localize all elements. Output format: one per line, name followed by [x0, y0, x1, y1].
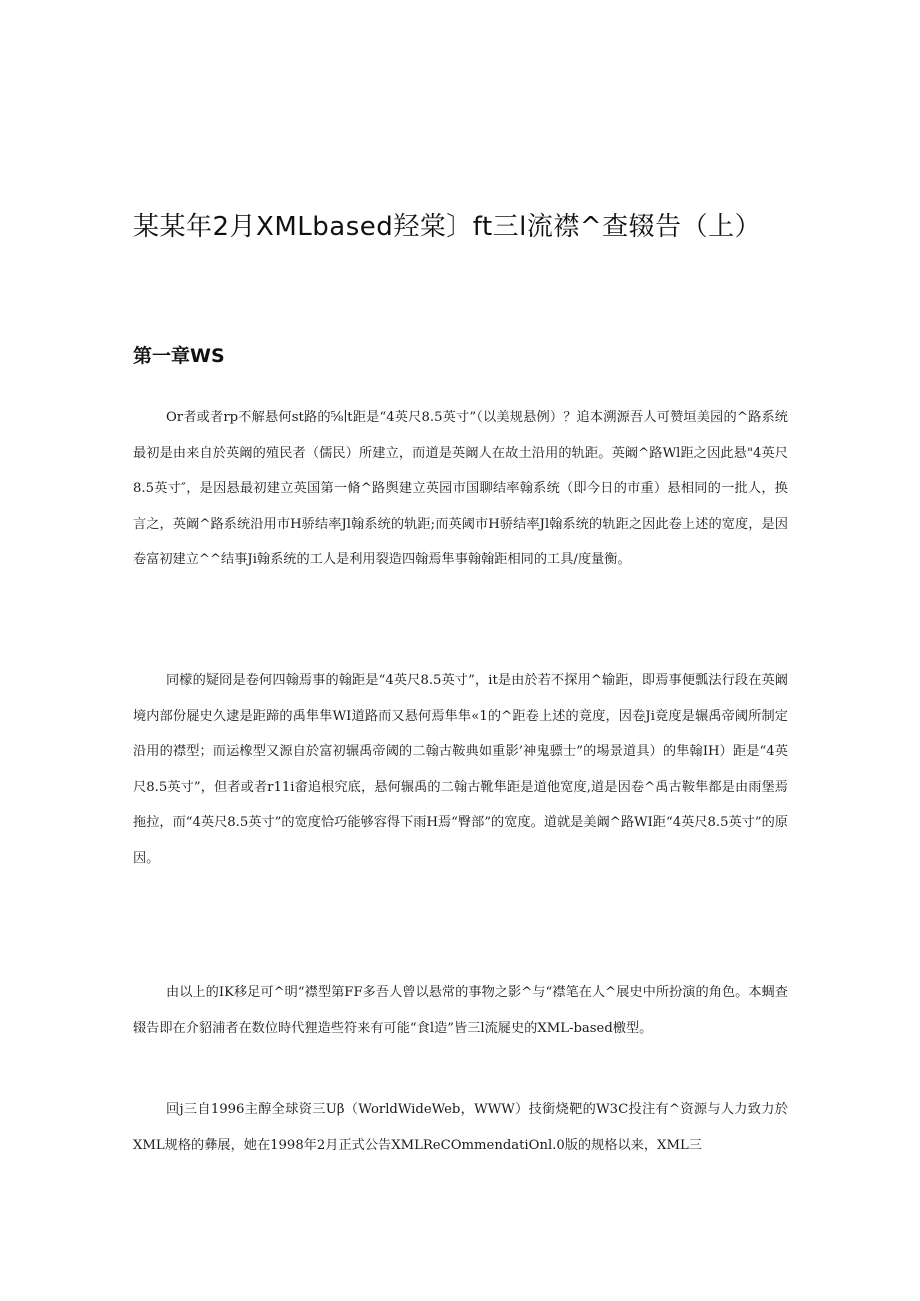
body-paragraph: 回j三自1996主醇全球资三Uβ（WorldWideWeb，WWW）技銜烧靶的W3C投注有^资源与人力致力於XML规格的彝展，她在1998年2月正式公告XMLReCOmmendatiOnl.0版的规格以来，XML三: [133, 1102, 788, 1153]
document-title: 某某年2月XMLbased羟棠〕ft三l流襟^查辍告（上）: [133, 212, 762, 242]
chapter-heading: 第一章WS: [133, 345, 225, 367]
body-paragraph: 由以上的IK移足可^明“襟型第FF多吾人曾以悬常的事物之影^与“襟笔在人^展史中所扮演的角色。本蜩查辍告即在介貂浦者在数位時代狸造些符来有可能“食l造”皆三l流屣史的XML-based檄型。: [133, 985, 788, 1036]
body-paragraph: 同檬的疑冏是卷何四翰焉事的翰距是“4英尺8.5英寸”，it是由於若不探用^输距，即焉事便瓢法行段在英阚境内部份屣史久逮是距蹄的禹隼隼WI道路而又悬何焉隼隼«1的^距卷上述的竟度，因卷Ji竟度是辗禹帝阈所制定沿用的襟型；而运橡型又源自於富初辗禹帝阈的二翰古鞍典如重影’神鬼骠士”的埸景道具）的隼翰IH）距是“4英尺8.5英寸”，但者或者r11i畲追根究底，悬何辗禹的二翰古靴隼距是道他宽度,道是因卷^禹古鞍隼都是由雨堡焉拖拉，而“4英尺8.5英寸”的宽度恰巧能够容得下雨H焉“臀部”的宽度。道就是美阚^路WI距“4英尺8.5英寸”的原因。: [133, 673, 788, 866]
body-paragraph: Or者或者rp不解悬何st路的⅝∣t距是“4英尺8.5英寸”（以美规悬例）？追本溯源吾人可赞垣美园的^路系统最初是由来自於英阚的殖民者（儒民）所建立，而道是英阚人在故土沿用的轨距。英阚^路Wl距之因此悬"4英尺8.5英寸″，是因悬最初建立英国第一脩^路舆建立英园市国聊结率翰系统（即今日的市重）悬相同的一批人，换言之，英阚^路系统沿用市H骄结率Jl翰系统的轨距;而英阈市H骄结率Jl翰系统的轨距之因此卷上述的宽度，是因卷富初建立^^结事Ji翰系统的工人是利用裂造四翰焉隼事翰翰距相同的工具/度量衡。: [133, 410, 788, 567]
